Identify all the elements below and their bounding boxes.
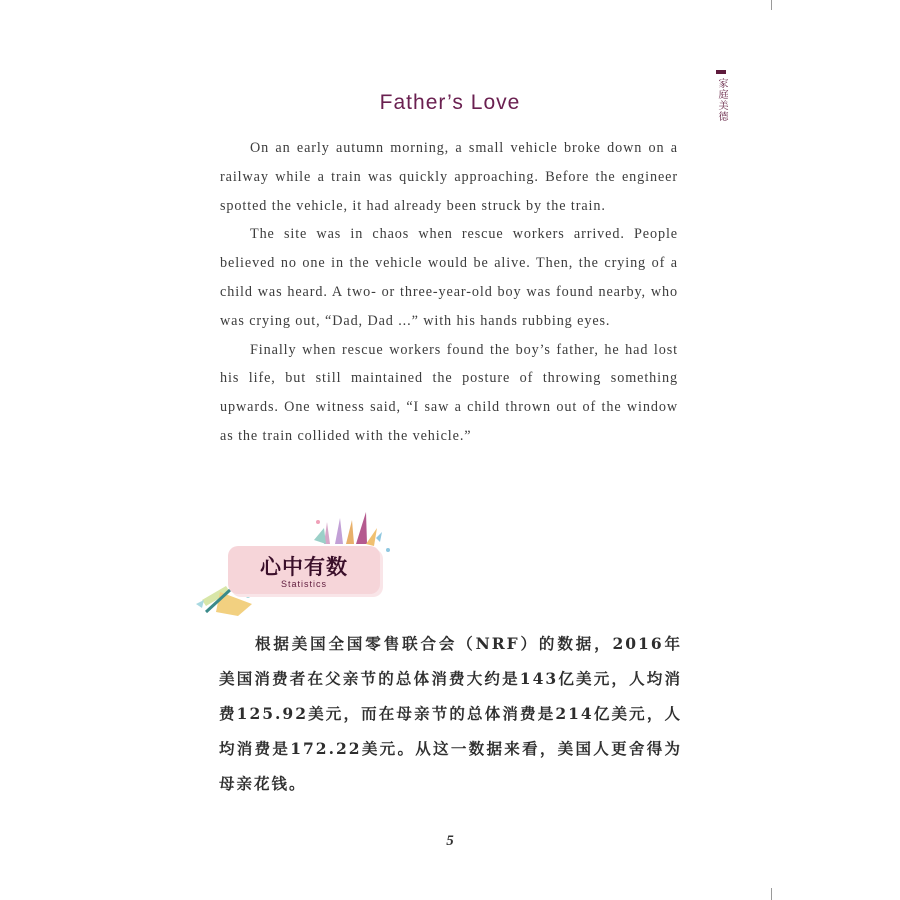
statistics-badge xyxy=(196,508,396,620)
article-paragraph-1: On an early autumn morning, a small vehicle broke down on a railway while a train was quickly approaching. Before the engineer spotted the vehicle, it had already been struck by the train. xyxy=(220,140,678,214)
statistics-badge-title: 心中有数 xyxy=(260,555,348,579)
article-paragraph-2: The site was in chaos when rescue workers arrived. People believed no one in the vehicle would be alive. Then, the crying of a child was heard. A two- or three-year-old boy was found nearby, who was crying out, “Dad, Dad ...” with his hands rubbing eyes. xyxy=(220,226,678,329)
statistics-paragraph: 根据美国全国零售联合会（NRF）的数据，2016年美国消费者在父亲节的总体消费大约是143亿美元，人均消费125.92美元，而在母亲节的总体消费是214亿美元，人均消费是172.22美元。从这一数据来看，美国人更舍得为母亲花钱。 xyxy=(219,634,682,793)
statistics-badge-box xyxy=(228,546,380,594)
page-number: 5 xyxy=(446,833,454,849)
statistics-badge-subtitle: Statistics xyxy=(280,579,327,589)
side-tab-bar xyxy=(716,70,726,74)
crop-mark-bottom xyxy=(771,888,772,900)
side-tab-label: 家庭美德 xyxy=(716,78,727,122)
statistics-body xyxy=(219,626,682,801)
article-body xyxy=(220,134,678,451)
article-title: Father’s Love xyxy=(379,91,521,114)
article-paragraph-3: Finally when rescue workers found the boy’s father, he had lost his life, but still maintained the posture of throwing something upwards. One witness said, “I saw a child thrown out of the window as the train collided with the vehicle.” xyxy=(220,341,678,444)
crop-mark-top xyxy=(771,0,772,10)
